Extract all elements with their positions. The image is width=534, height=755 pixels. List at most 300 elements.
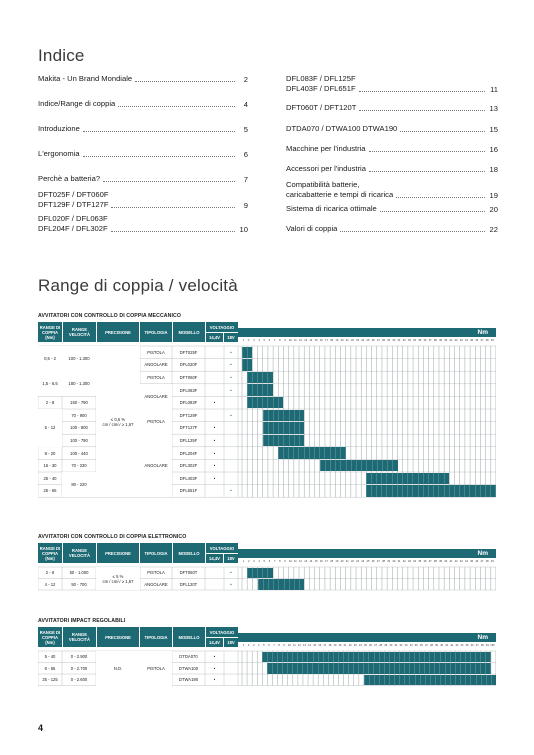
right-entry[interactable] — [286, 103, 498, 113]
merged-tip: ANGOLARE — [140, 434, 172, 497]
row-tip: ANGOLARE — [144, 362, 168, 368]
nm-tick: 3 — [253, 560, 255, 563]
nm-tick: 25 — [363, 644, 367, 647]
nm-tick: 39 — [439, 560, 442, 563]
right-entry[interactable] — [286, 74, 498, 94]
header-modello: MODELLO — [173, 322, 205, 342]
toc-entry-title: DTDA070 / DTWA100 DTWA190 — [286, 124, 398, 133]
row-mod: DFL020F — [179, 362, 198, 368]
toc-entry-page: 4 — [243, 100, 248, 109]
toc-leader-dots — [111, 231, 235, 232]
nm-tick: 15 — [314, 339, 318, 342]
toc-entry-title: Makita - Un Brand Mondiale — [38, 74, 133, 83]
header-18v: 18V — [224, 554, 238, 564]
nm-tick: 33 — [407, 339, 411, 342]
nm-tick: 10 — [287, 644, 291, 647]
header-voltaggio: VOLTAGGIO — [206, 322, 238, 332]
row-v14: • — [213, 450, 216, 456]
row-tip: PISTOLA — [147, 374, 165, 380]
torque-range-bar — [267, 663, 491, 674]
nm-tick: 9 — [284, 560, 286, 563]
row-mod: DTDA070 — [179, 654, 198, 660]
nm-tick: 13 — [304, 339, 308, 342]
nm-tick: 45 — [465, 644, 469, 647]
nm-tick: 33 — [404, 644, 408, 647]
torque-range-bar — [242, 359, 252, 371]
nm-tick: 49 — [490, 339, 494, 342]
row-mod: DFT127F — [179, 425, 198, 431]
left-entry[interactable] — [38, 99, 248, 109]
nm-tick: 125 — [490, 644, 495, 647]
nm-tick: 4 — [258, 560, 260, 563]
toc-entry-title: Introduzione — [38, 124, 80, 133]
merged-coppia: 0,5 - 2 — [38, 346, 62, 371]
nm-tick: 19 — [335, 560, 339, 563]
torque-range-bar — [364, 675, 496, 686]
header-coppia: RANGE DI COPPIA (Nm) — [38, 627, 62, 647]
nm-tick: 47 — [475, 644, 479, 647]
nm-tick: 28 — [382, 339, 385, 342]
page-number: 4 — [38, 723, 44, 733]
row-v14: • — [213, 665, 216, 671]
nm-tick: 48 — [485, 560, 489, 563]
header-voltaggio: VOLTAGGIO — [206, 627, 238, 637]
merged-coppia: 5 - 12 — [38, 409, 62, 447]
nm-tick: 5 — [263, 339, 265, 342]
toc-entry-page: 20 — [489, 205, 498, 214]
merged-tip: PISTOLA — [140, 651, 172, 686]
row-coppia: 4 - 12 — [44, 581, 56, 587]
nm-tick: 48 — [480, 644, 484, 647]
nm-tick: 46 — [470, 644, 474, 647]
row-vel: 0 - 2.900 — [70, 654, 88, 660]
nm-tick: 15 — [313, 644, 317, 647]
nm-tick: 16 — [319, 339, 323, 342]
merged-tip: PISTOLA — [140, 409, 172, 434]
nm-tick: 40 — [440, 644, 444, 647]
toc-leader-dots — [103, 181, 235, 182]
nm-tick: 36 — [423, 339, 427, 342]
left-entry[interactable] — [38, 190, 248, 210]
nm-tick: 6 — [268, 339, 271, 342]
row-mod: DFL302F — [179, 463, 198, 469]
row-vel: 50 - 700 — [71, 581, 87, 587]
nm-tick: 20 — [340, 560, 344, 563]
nm-tick: 2 — [247, 644, 250, 647]
nm-tick: 22 — [348, 644, 352, 647]
nm-tick: 10 — [288, 560, 292, 563]
row-vel: 70 - 230 — [71, 463, 87, 469]
nm-tick: 7 — [273, 644, 275, 647]
nm-tick: 25 — [366, 339, 370, 342]
merged-vel: 180 - 1.300 — [62, 371, 96, 396]
torque-range-bar — [320, 460, 398, 472]
row-coppia: 25 - 40 — [43, 475, 57, 481]
toc-leader-dots — [340, 231, 485, 232]
row-vel: 50 - 1.000 — [69, 570, 89, 576]
header-velocita: RANGE VELOCITÀ — [63, 322, 96, 342]
row-mod: DTWA190 — [178, 677, 199, 683]
toc-entry-title: DFL083F / DFL125F DFL403F / DFL651F — [286, 74, 356, 93]
nm-tick: 36 — [419, 644, 423, 647]
left-entry[interactable] — [38, 124, 248, 134]
nm-tick: 3 — [253, 339, 255, 342]
nm-tick: 27 — [376, 339, 380, 342]
row-vel: 100 - 800 — [70, 425, 88, 431]
torque-range-bar — [263, 435, 304, 447]
table-section-title: AVVITATORI CON CONTROLLO DI COPPIA MECCANICO — [38, 313, 182, 319]
header-coppia: RANGE DI COPPIA (Nm) — [38, 322, 62, 342]
nm-tick: 28 — [379, 644, 383, 647]
nm-tick: 35 — [414, 644, 418, 647]
toc-entry-page: 15 — [489, 125, 498, 134]
merged-prec: N.D. — [96, 651, 140, 686]
right-entry[interactable] — [286, 124, 498, 134]
row-mod: DFL204F — [179, 450, 198, 456]
nm-tick: 8 — [278, 644, 280, 647]
nm-tick: 47 — [480, 560, 484, 563]
nm-tick: 39 — [439, 339, 442, 342]
header-14v: 14,4V — [206, 554, 223, 564]
nm-tick: 35 — [418, 560, 422, 563]
nm-tick: 5 — [263, 644, 265, 647]
nm-tick: 9 — [283, 644, 285, 647]
nm-tick: 21 — [345, 560, 349, 563]
torque-range-bar — [263, 410, 304, 422]
row-mod: DTWA100 — [178, 665, 199, 671]
header-14v: 14,4V — [206, 333, 223, 343]
nm-tick: 31 — [394, 644, 398, 647]
nm-tick: 40 — [444, 339, 448, 342]
nm-tick: 4 — [258, 339, 260, 342]
row-mod: DFL063F — [179, 387, 198, 393]
nm-tick: 40 — [444, 560, 448, 563]
toc-entry-title: Perchè a batteria? — [38, 174, 101, 183]
nm-tick: 47 — [480, 339, 484, 342]
torque-range-bar — [247, 372, 273, 384]
nm-tick: 5 — [263, 560, 265, 563]
torque-range-bar — [263, 422, 304, 434]
toc-entry-page: 10 — [239, 225, 248, 234]
nm-tick: 27 — [374, 644, 378, 647]
row-mod: DFT060T — [179, 570, 198, 576]
nm-tick: 30 — [392, 560, 396, 563]
nm-tick: 37 — [428, 339, 432, 342]
row-vel: 0 - 2.700 — [70, 665, 88, 671]
nm-tick: 44 — [465, 560, 468, 563]
row-vel: 0 - 2.600 — [70, 677, 88, 683]
nm-tick: 39 — [435, 644, 438, 647]
toc-entry-title: DFT025F / DFT060F DFT129F / DTF127F — [38, 190, 109, 209]
right-entry[interactable] — [286, 144, 498, 154]
header-nm: Nm — [238, 633, 496, 642]
toc-entry-page: 9 — [243, 201, 248, 210]
header-precisione: PRECISIONE — [97, 322, 139, 342]
nm-tick: 34 — [409, 644, 413, 647]
nm-tick: 14 — [308, 644, 311, 647]
table-section-title: AVVITATORI CON CONTROLLO DI COPPIA ELETTRONICO — [38, 534, 187, 540]
nm-tick: 38 — [433, 339, 437, 342]
nm-tick: 21 — [345, 339, 349, 342]
nm-tick: 9 — [284, 339, 286, 342]
row-tip: PISTOLA — [147, 349, 165, 355]
nm-tick: 23 — [356, 339, 360, 342]
row-v14: • — [213, 437, 216, 443]
right-entry[interactable] — [286, 180, 498, 200]
header-precisione: PRECISIONE — [97, 627, 139, 647]
row-vel: 100 - 790 — [70, 437, 88, 443]
toc-entry-title: Valori di coppia — [286, 224, 338, 233]
nm-tick: 29 — [387, 560, 391, 563]
nm-tick: 32 — [399, 644, 403, 647]
toc-leader-dots — [369, 151, 485, 152]
row-v14: • — [213, 475, 216, 481]
nm-tick: 12 — [297, 644, 301, 647]
nm-tick: 38 — [430, 644, 433, 647]
merged-vel: 80 - 220 — [62, 472, 96, 497]
toc-leader-dots — [396, 197, 485, 198]
row-mod: DFL083F — [179, 400, 198, 406]
nm-tick: 12 — [299, 560, 302, 563]
nm-tick: 1 — [242, 560, 245, 563]
nm-tick: 26 — [371, 560, 375, 563]
toc-entry-page: 6 — [243, 150, 248, 159]
toc-leader-dots — [369, 171, 485, 172]
nm-tick: 38 — [433, 560, 437, 563]
row-coppia: 8 - 20 — [44, 450, 56, 456]
nm-tick: 49 — [490, 560, 494, 563]
toc-entry-title: L'ergonomia — [38, 149, 80, 158]
nm-tick: 2 — [248, 560, 250, 563]
row-v18: • — [230, 374, 232, 380]
toc-entry-page: 22 — [489, 225, 498, 234]
header-precisione: PRECISIONE — [97, 543, 139, 563]
header-modello: MODELLO — [173, 627, 205, 647]
row-mod: DFT060F — [179, 374, 198, 380]
nm-tick: 46 — [475, 339, 479, 342]
nm-tick: 13 — [303, 644, 306, 647]
nm-tick: 6 — [268, 560, 271, 563]
merged-prec: ≤ 0,5 % cm / cm/√ ≥ 1,67 — [96, 346, 140, 497]
nm-tick: 23 — [356, 560, 360, 563]
row-v14: • — [213, 677, 216, 683]
nm-tick: 24 — [358, 644, 362, 647]
torque-range-bar — [247, 397, 283, 409]
nm-tick: 3 — [252, 644, 255, 647]
row-v18: • — [230, 412, 232, 418]
nm-tick: 12 — [299, 339, 302, 342]
nm-tick: 44 — [460, 644, 464, 647]
torque-range-bar — [366, 485, 496, 497]
row-coppia: 16 - 30 — [43, 463, 57, 469]
row-v18: • — [230, 387, 232, 393]
right-entry[interactable] — [286, 164, 498, 174]
right-entry[interactable] — [286, 204, 498, 214]
header-nm: Nm — [238, 549, 496, 558]
index-title: Indice — [38, 46, 85, 65]
nm-tick: 43 — [459, 560, 463, 563]
toc-entry-page: 11 — [490, 85, 498, 94]
nm-tick: 24 — [361, 339, 365, 342]
header-18v: 18V — [224, 638, 238, 648]
row-v18: • — [230, 362, 232, 368]
nm-tick: 31 — [397, 339, 401, 342]
nm-tick: 24 — [361, 560, 365, 563]
row-coppia: 5 - 40 — [44, 654, 56, 660]
nm-tick: 27 — [376, 560, 380, 563]
row-vel: 150 - 790 — [70, 400, 88, 406]
nm-tick: 31 — [397, 560, 401, 563]
nm-tick: 16 — [319, 560, 323, 563]
nm-tick: 19 — [335, 339, 339, 342]
row-mod: DFL651F — [179, 488, 198, 494]
nm-tick: 26 — [371, 339, 375, 342]
torque-range-bar — [242, 347, 252, 359]
torque-range-bar — [247, 568, 273, 579]
row-tip: PISTOLA — [147, 570, 165, 576]
row-v18: • — [230, 349, 232, 355]
merged-prec: ≤ 5 % cm / cm/√ ≥ 1,67 — [96, 567, 140, 590]
nm-tick: 1 — [242, 644, 245, 647]
row-mod: DFT129F — [179, 412, 198, 418]
toc-leader-dots — [380, 211, 485, 212]
toc-entry-title: Macchine per l'industria — [286, 144, 366, 153]
nm-tick: 42 — [450, 644, 454, 647]
nm-tick: 28 — [382, 560, 385, 563]
nm-tick: 32 — [402, 560, 406, 563]
toc-leader-dots — [359, 91, 485, 92]
nm-tick: 35 — [418, 339, 422, 342]
nm-tick: 46 — [475, 560, 479, 563]
row-coppia: 2 - 6 — [45, 570, 55, 576]
left-entry[interactable] — [38, 74, 248, 84]
nm-tick: 14 — [309, 339, 313, 342]
toc-leader-dots — [111, 207, 235, 208]
nm-tick: 48 — [485, 339, 489, 342]
toc-entry-title: DFT060T / DFT120T — [286, 103, 357, 112]
header-18v: 18V — [224, 333, 238, 343]
nm-tick: 41 — [445, 644, 449, 647]
row-coppia: 25 - 125 — [42, 677, 58, 683]
nm-tick: 7 — [273, 339, 276, 342]
row-v14: • — [213, 425, 216, 431]
nm-tick: 26 — [369, 644, 372, 647]
row-v18: • — [230, 581, 232, 587]
toc-entry-title: Compatibilità batterie, caricabatterie e tempi di ricarica — [286, 180, 394, 199]
nm-tick: 41 — [449, 339, 453, 342]
nm-tick: 15 — [314, 560, 318, 563]
row-v18: • — [230, 570, 232, 576]
row-mod: DFL125F — [179, 437, 198, 443]
toc-entry-title: Indice/Range di coppia — [38, 99, 116, 108]
row-coppia: 2 - 8 — [45, 400, 55, 406]
nm-tick: 8 — [279, 339, 281, 342]
nm-tick: 17 — [325, 339, 328, 342]
header-tipologia: TIPOLOGIA — [140, 543, 172, 563]
nm-tick: 43 — [455, 644, 459, 647]
toc-leader-dots — [135, 81, 235, 82]
toc-leader-dots — [359, 110, 485, 111]
toc-leader-dots — [83, 131, 235, 132]
toc-entry-page: 18 — [489, 165, 498, 174]
toc-entry-page: 5 — [243, 125, 248, 134]
nm-tick: 37 — [424, 644, 428, 647]
nm-tick: 11 — [294, 339, 297, 342]
nm-tick: 17 — [325, 560, 328, 563]
toc-entry-title: Sistema di ricarica ottimale — [286, 204, 377, 213]
table-section-title: AVVITATORI IMPACT REGOLABILI — [38, 618, 126, 624]
header-tipologia: TIPOLOGIA — [140, 322, 172, 342]
row-v14: • — [213, 463, 216, 469]
toc-entry-page: 16 — [489, 145, 498, 154]
nm-tick: 29 — [387, 339, 391, 342]
nm-tick: 36 — [423, 560, 427, 563]
merged-vel: 100 - 1.300 — [62, 346, 96, 371]
nm-tick: 34 — [413, 560, 417, 563]
row-vel: 100 - 440 — [70, 450, 88, 456]
nm-tick: 42 — [454, 339, 458, 342]
nm-tick: 20 — [338, 644, 342, 647]
nm-tick: 45 — [470, 560, 474, 563]
left-entry[interactable] — [38, 214, 248, 234]
row-tip: ANGOLARE — [144, 581, 168, 587]
toc-leader-dots — [400, 131, 485, 132]
torque-range-bar — [247, 384, 273, 396]
nm-tick: 37 — [428, 560, 432, 563]
row-mod: DFL120T — [179, 581, 198, 587]
nm-tick: 49 — [485, 644, 489, 647]
nm-tick: 30 — [389, 644, 393, 647]
nm-tick: 11 — [294, 560, 297, 563]
row-coppia: 6 - 65 — [44, 665, 56, 671]
nm-tick: 21 — [343, 644, 347, 647]
toc-entry-page: 2 — [243, 75, 248, 84]
header-tipologia: TIPOLOGIA — [140, 627, 172, 647]
header-nm: Nm — [238, 328, 496, 337]
nm-tick: 44 — [465, 339, 468, 342]
row-v14: • — [213, 654, 216, 660]
nm-tick: 1 — [242, 339, 245, 342]
left-entry[interactable] — [38, 174, 248, 184]
row-v18: • — [230, 488, 232, 494]
right-entry[interactable] — [286, 224, 498, 234]
nm-tick: 45 — [470, 339, 474, 342]
range-title: Range di coppia / velocità — [38, 276, 238, 295]
header-modello: MODELLO — [173, 543, 205, 563]
nm-tick: 30 — [392, 339, 396, 342]
header-coppia: RANGE DI COPPIA (Nm) — [38, 543, 62, 563]
row-mod: DFT025F — [179, 349, 198, 355]
left-entry[interactable] — [38, 149, 248, 159]
torque-range-bar — [258, 579, 305, 590]
header-velocita: RANGE VELOCITÀ — [63, 543, 96, 563]
nm-tick: 17 — [323, 644, 327, 647]
nm-tick: 19 — [333, 644, 337, 647]
nm-tick: 10 — [288, 339, 292, 342]
nm-tick: 29 — [384, 644, 388, 647]
nm-tick: 33 — [407, 560, 411, 563]
toc-entry-title: Accessori per l'industria — [286, 164, 366, 173]
nm-tick: 42 — [454, 560, 458, 563]
nm-tick: 41 — [449, 560, 453, 563]
torque-range-bar — [366, 473, 449, 485]
nm-tick: 7 — [273, 560, 276, 563]
toc-leader-dots — [118, 106, 235, 107]
row-mod: DFL403F — [179, 475, 198, 481]
nm-tick: 25 — [366, 560, 370, 563]
nm-tick: 4 — [258, 644, 260, 647]
nm-tick: 6 — [268, 644, 270, 647]
